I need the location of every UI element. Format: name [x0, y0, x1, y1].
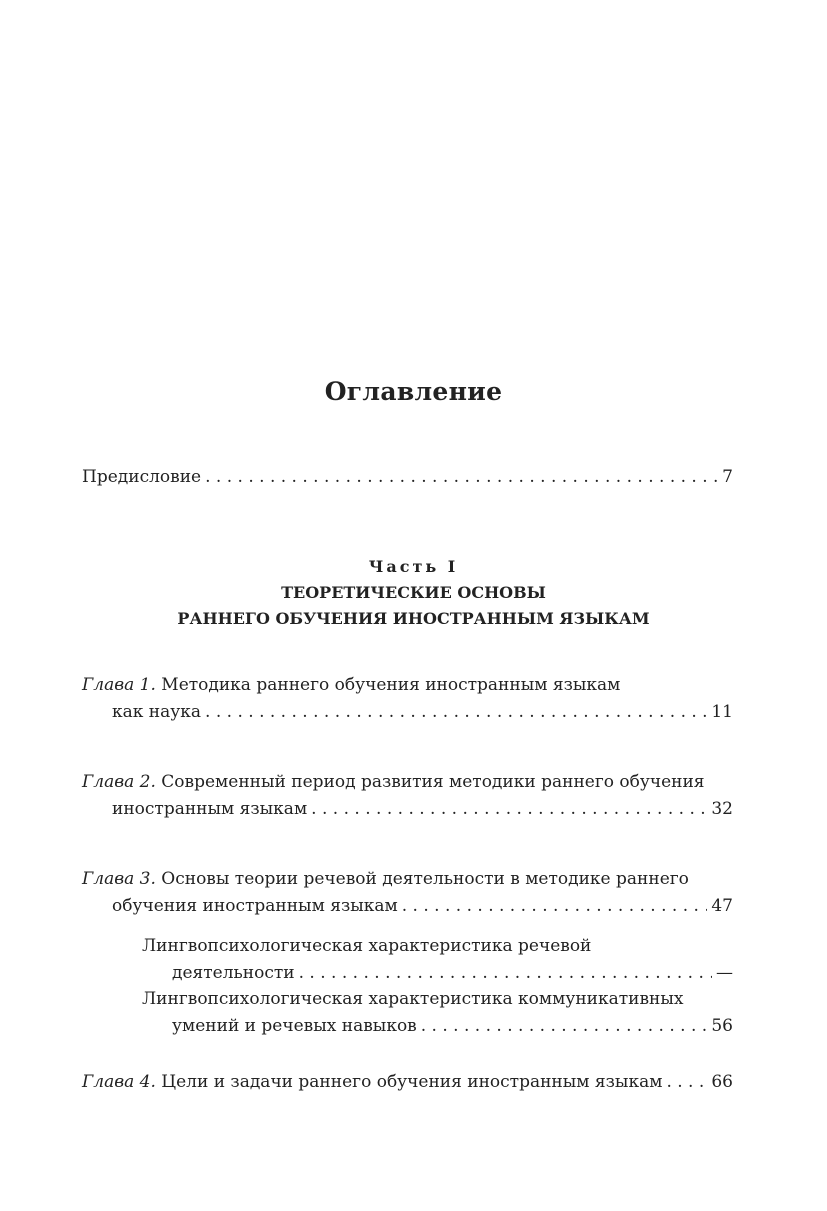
toc-entry-label: как наука — [112, 702, 202, 722]
toc-entry-label: деятельности — [172, 963, 295, 983]
toc-page-number: 32 — [711, 799, 733, 819]
toc-entry-label: Предисловие — [82, 467, 202, 487]
toc-entry-preface[interactable] — [82, 466, 733, 488]
part-title-line-2: РАННЕГО ОБУЧЕНИЯ ИНОСТРАННЫМ ЯЗЫКАМ — [177, 609, 650, 628]
toc-page-number: 47 — [711, 896, 733, 916]
chapter-1-title — [82, 674, 620, 696]
toc-entry-chapter-1[interactable] — [112, 701, 733, 723]
chapter-number: Глава 4. — [82, 1072, 156, 1092]
toc-entry-chapter-3[interactable] — [112, 895, 733, 917]
chapter-3-title — [82, 868, 689, 890]
toc-page-number: 66 — [711, 1072, 733, 1092]
toc-entry-label: иностранным языкам — [112, 799, 308, 819]
toc-page-number: 11 — [711, 702, 733, 722]
dot-leader — [311, 798, 707, 820]
chapter-2-title — [82, 771, 705, 793]
toc-entry-chapter-2[interactable] — [112, 798, 733, 820]
dot-leader — [205, 466, 718, 488]
toc-entry-section-2[interactable] — [172, 1015, 733, 1037]
toc-entry-chapter-4[interactable] — [82, 1071, 733, 1093]
toc-page-number: 56 — [711, 1016, 733, 1036]
dot-leader — [299, 962, 712, 984]
toc-entry-section-1[interactable] — [172, 962, 733, 984]
dot-leader — [666, 1071, 707, 1093]
chapter-title-line-1: Основы теории речевой деятельности в методике раннего — [161, 869, 689, 889]
dot-leader — [421, 1015, 708, 1037]
toc-page-number: 7 — [722, 467, 733, 487]
toc-entry-label: умений и речевых навыков — [172, 1016, 417, 1036]
chapter-number: Глава 1. — [82, 675, 156, 695]
chapter-title-line-1: Методика раннего обучения иностранным языкам — [161, 675, 621, 695]
section-2-title: Лингвопсихологическая характеристика коммуникативных — [142, 989, 684, 1009]
toc-entry-label: обучения иностранным языкам — [112, 896, 398, 916]
dot-leader — [205, 701, 707, 723]
toc-page-number: — — [716, 963, 733, 983]
part-title-line-1: ТЕОРЕТИЧЕСКИЕ ОСНОВЫ — [281, 583, 546, 602]
part-heading — [0, 554, 827, 632]
chapter-title-line-1: Современный период развития методики раннего обучения — [161, 772, 705, 792]
section-1-title: Лингвопсихологическая характеристика речевой — [142, 936, 592, 956]
dot-leader — [402, 895, 708, 917]
chapter-number: Глава 2. — [82, 772, 156, 792]
part-label: Часть I — [368, 557, 459, 576]
toc-entry-label — [82, 1071, 662, 1093]
page-title: Оглавление — [324, 377, 503, 406]
chapter-title-line-1: Цели и задачи раннего обучения иностранным языкам — [161, 1072, 663, 1092]
chapter-number: Глава 3. — [82, 869, 156, 889]
